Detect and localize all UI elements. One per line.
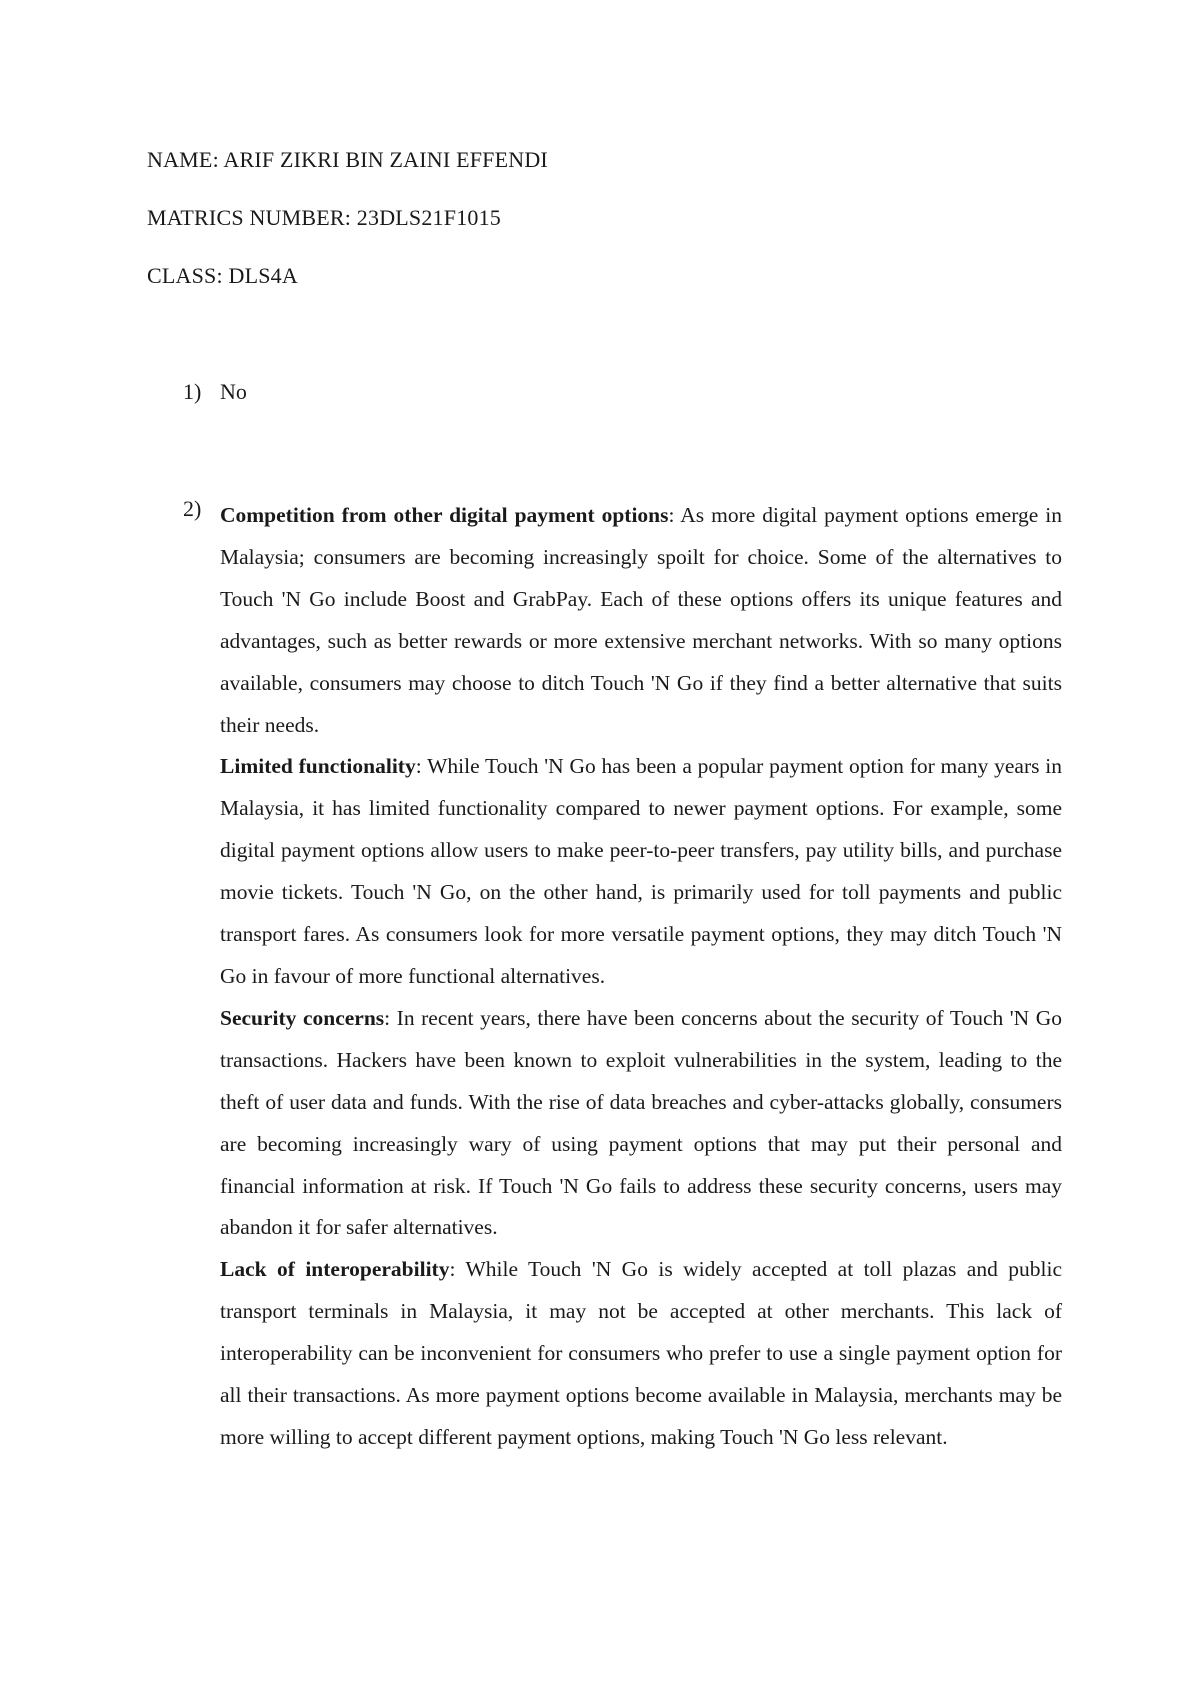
- paragraph-heading: Limited functionality: [220, 754, 416, 779]
- paragraph-text: : While Touch 'N Go has been a popular payment option for many years in Malaysia, it has limited functionality compared to newer payment options. For example, some digital payment options allow users to make peer-to-peer transfers, pay utility bills, and purchase movie tickets. Touch 'N Go, on the other hand, is primarily used for toll payments and public transport fares. As consumers look for more versatile payment options, they may ditch Touch 'N Go in favour of more functional alternatives.: [220, 754, 1062, 988]
- student-name: NAME: ARIF ZIKRI BIN ZAINI EFFENDI: [147, 147, 548, 172]
- paragraph-interoperability: [220, 1249, 1062, 1459]
- class-label: CLASS: DLS4A: [147, 263, 298, 288]
- paragraph-competition: [220, 495, 1062, 746]
- answer-1-text: No: [220, 379, 247, 404]
- matrics-number: MATRICS NUMBER: 23DLS21F1015: [147, 205, 501, 230]
- paragraph-security-concerns: [220, 998, 1062, 1249]
- paragraph-heading: Security concerns: [220, 1005, 385, 1030]
- answer-2-number: 2): [183, 496, 202, 521]
- paragraph-text: : In recent years, there have been concerns about the security of Touch 'N Go transactions. Hackers have been known to exploit vulnerabilities in the system, leading to the theft of user data and funds. With the rise of data breaches and cyber-attacks globally, consumers are becoming increasingly wary of using payment options that may put their personal and financial information at risk. If Touch 'N Go fails to address these security concerns, users may abandon it for safer alternatives.: [220, 1005, 1062, 1240]
- answer-1-number: 1): [183, 379, 202, 404]
- paragraph-limited-functionality: [220, 746, 1062, 997]
- paragraph-heading: Competition from other digital payment options: [220, 503, 669, 527]
- answer-2-body: [220, 495, 1062, 1459]
- paragraph-text: : While Touch 'N Go is widely accepted at toll plazas and public transport terminals in Malaysia, it may not be accepted at other merchants. This lack of interoperability can be inconvenient for consumers who prefer to use a single payment option for all their transactions. As more payment options become available in Malaysia, merchants may be more willing to accept different payment options, making Touch 'N Go less relevant.: [220, 1257, 1062, 1449]
- paragraph-text: : As more digital payment options emerge in Malaysia; consumers are becoming increasingly spoilt for choice. Some of the alternatives to Touch 'N Go include Boost and GrabPay. Each of these options offers its unique features and advantages, such as better rewards or more extensive merchant networks. With so many options available, consumers may choose to ditch Touch 'N Go if they find a better alternative that suits their needs.: [220, 503, 1062, 737]
- paragraph-heading: Lack of interoperability: [220, 1257, 450, 1282]
